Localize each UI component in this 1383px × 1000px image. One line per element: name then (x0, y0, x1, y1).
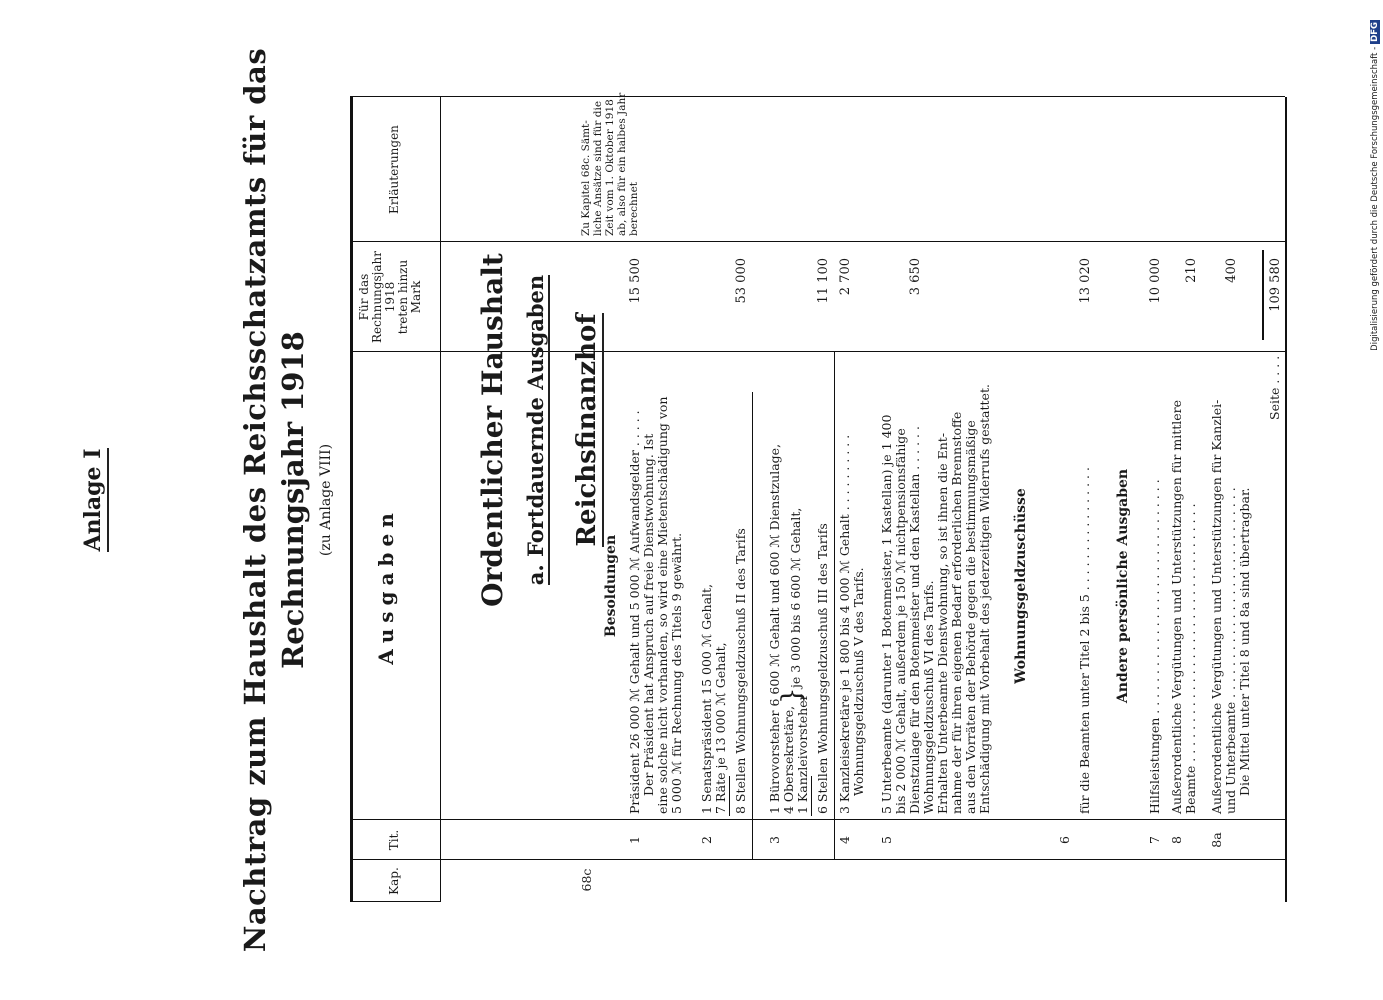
t2-line2: 7 Räte je 13 000 ℳ Gehalt, (713, 642, 728, 814)
erl-line2: liche Ansätze sind für die (592, 100, 604, 236)
t2-amount: 53 000 (734, 258, 749, 304)
t1-line1: Präsident 26 000 ℳ Gehalt und 5 000 ℳ Aufwandsgelder . . . . . (627, 410, 642, 814)
dfg-logo: DFG (1370, 22, 1380, 42)
t5-line3: Dienstzulage für den Botenmeister und den Kastellan . . . . . . (907, 426, 922, 814)
t5-line1: 5 Unterbeamte (darunter 1 Botenmeister, 1 Kastellan) je 1 400 (879, 414, 894, 814)
t8a-amount: 400 (1224, 258, 1239, 283)
t3-line1: 1 Bürovorsteher 6 600 ℳ Gehalt und 600 ℳ Dienstzulage, (767, 443, 782, 814)
t1-line2: Der Präsident hat Anspruch auf freie Dienstwohnung. Ist (641, 433, 656, 796)
t7-amount: 10 000 (1148, 258, 1163, 304)
t3-line4: je 3 000 bis 6 600 ℳ Gehalt, (788, 507, 803, 688)
t5-line8: Entschädigung mit Vorbehalt des jederzeitigen Widerrufs gestattet. (977, 384, 992, 814)
tit-8a: 8a (1209, 832, 1224, 848)
section-ordentlicher-haushalt: Ordentlicher Haushalt (476, 253, 509, 607)
tit-7: 7 (1147, 836, 1162, 844)
t3-brace: } (777, 687, 807, 704)
t4-amount: 2 700 (838, 258, 853, 296)
section-fortdauernde-ausgaben: a. Fortdauernde Ausgaben (523, 274, 548, 586)
subheading-besoldungen: Besoldungen (603, 534, 619, 638)
t2-line1: 1 Senatspräsident 15 000 ℳ Gehalt, (699, 583, 714, 814)
document-title-line3: (zu Anlage VIII) (318, 443, 334, 557)
document-title-line2: Rechnungsjahr 1918 (276, 331, 310, 669)
t7-line1: Hilfsleistungen . . . . . . . . . . . . . . . . . . . . . . . . . . . . . . (1147, 479, 1162, 814)
t4-line1: 3 Kanzleisekretäre je 1 800 bis 4 000 ℳ Gehalt . . . . . . . . . . (837, 434, 852, 814)
t4-top-rule (834, 352, 835, 860)
t5-line4: Wohnungsgeldzuschuß VI des Tarifs. (921, 580, 936, 814)
col-divider-kap-tit (350, 859, 1285, 860)
header-tit: Tit. (387, 829, 401, 851)
t3-rule (811, 776, 812, 816)
annex-label: Anlage I (80, 0, 106, 1000)
header-erlaeuterungen: Erläuterungen (387, 125, 401, 214)
erl-line4: ab, also für ein halbes Jahr (616, 92, 628, 236)
col-divider-right (350, 96, 1285, 97)
t1-line3: eine solche nicht vorhanden, so wird eine Mietentschädigung von (655, 396, 670, 814)
tit-6: 6 (1057, 836, 1072, 844)
seite-label: Seite . . . . (1267, 355, 1282, 420)
header-ausgaben: Ausgaben (374, 507, 398, 665)
subheading-andere: Andere persönliche Ausgaben (1115, 468, 1131, 704)
total-rule (1262, 250, 1264, 340)
erl-line3: Zeit vom 1. Oktober 1918 (604, 99, 616, 236)
erl-line1: Zu Kapitel 68c. Sämt- (580, 120, 592, 236)
t6-line1: für die Beamten unter Titel 2 bis 5 . . . . . . . . . . . . . . . . (1077, 467, 1092, 814)
document-title-line1: Nachtrag zum Haushalt des Reichsschatzamts für das (238, 47, 272, 953)
t5-line6: nahme der für ihren eigenen Bedarf erforderlichen Brennstoffe (949, 411, 964, 814)
kapitel-number: 68c (579, 868, 594, 892)
table-bottom-rule (1285, 97, 1287, 902)
t8-line1: Außerordentliche Vergütungen und Unterstützungen für mittlere (1169, 399, 1184, 814)
section-reichsfinanzhof: Reichsfinanzhof (572, 313, 602, 547)
digitization-credit: Digitalisierung gefördert durch die Deutsche Forschungsgemeinschaft -DFG (1370, 22, 1380, 351)
t8a-line2: und Unterbeamte . . . . . . . . . . . . . . . . . . . . . . . . . . . (1223, 487, 1238, 814)
tit-2: 2 (699, 836, 714, 844)
t1-amount: 15 500 (628, 258, 643, 304)
tit-4: 4 (837, 836, 852, 844)
tit-3: 3 (767, 836, 782, 844)
t3-line5: 6 Stellen Wohnungsgeldzuschuß III des Tarifs (815, 523, 830, 814)
t8a-line1: Außerordentliche Vergütungen und Unterstützungen für Kanzlei- (1209, 399, 1224, 814)
t8-line2: Beamte . . . . . . . . . . . . . . . . . . . . . . . . . . . . . . . . . (1183, 503, 1198, 814)
t3-amount: 11 100 (816, 258, 831, 304)
t6-amount: 13 020 (1078, 258, 1093, 304)
t2-line3: 8 Stellen Wohnungsgeldzuschuß II des Tarifs (733, 528, 748, 814)
table-top-rule (350, 97, 353, 902)
t3-line3: 1 Kanzleivorsteher (795, 694, 810, 814)
subheading-wohnungsgeld: Wohnungsgeldzuschüsse (1013, 488, 1029, 684)
t2-rule (729, 776, 730, 816)
t5-line2: bis 2 000 ℳ Gehalt, außerdem je 150 ℳ nichtpensionsfähige (893, 428, 908, 814)
t5-line7: aus den Vorräten der Behörde gegen die bestimmungsmäßige (963, 420, 978, 814)
tit-1: 1 (627, 836, 642, 844)
t5-amount: 3 650 (908, 258, 923, 296)
t4-line2: Wohnungsgeldzuschuß V des Tarifs. (851, 567, 866, 796)
header-betrag: Für das Rechnungsjahr 1918 treten hinzu Mark (357, 251, 423, 343)
t3-line2: 4 Obersekretäre, (781, 705, 796, 814)
col-divider-tit-ausgaben (350, 819, 1285, 820)
t8-amount: 210 (1184, 258, 1199, 283)
seite-total: 109 580 (1268, 258, 1283, 312)
tit-8: 8 (1169, 836, 1184, 844)
t5-line5: Erhalten Unterbeamte Dienstwohnung, so ist ihnen die Ent- (935, 432, 950, 814)
erl-line5: berechnet (628, 181, 640, 236)
t1-line4: 5 000 ℳ für Rechnung des Titels 9 gewährt. (669, 532, 684, 814)
header-kap: Kap. (387, 867, 401, 895)
header-rule (440, 97, 441, 902)
tit-5: 5 (879, 836, 894, 844)
t3-top-rule (752, 392, 753, 860)
t8a-line3: Die Mittel unter Titel 8 und 8a sind übertragbar. (1237, 487, 1252, 796)
